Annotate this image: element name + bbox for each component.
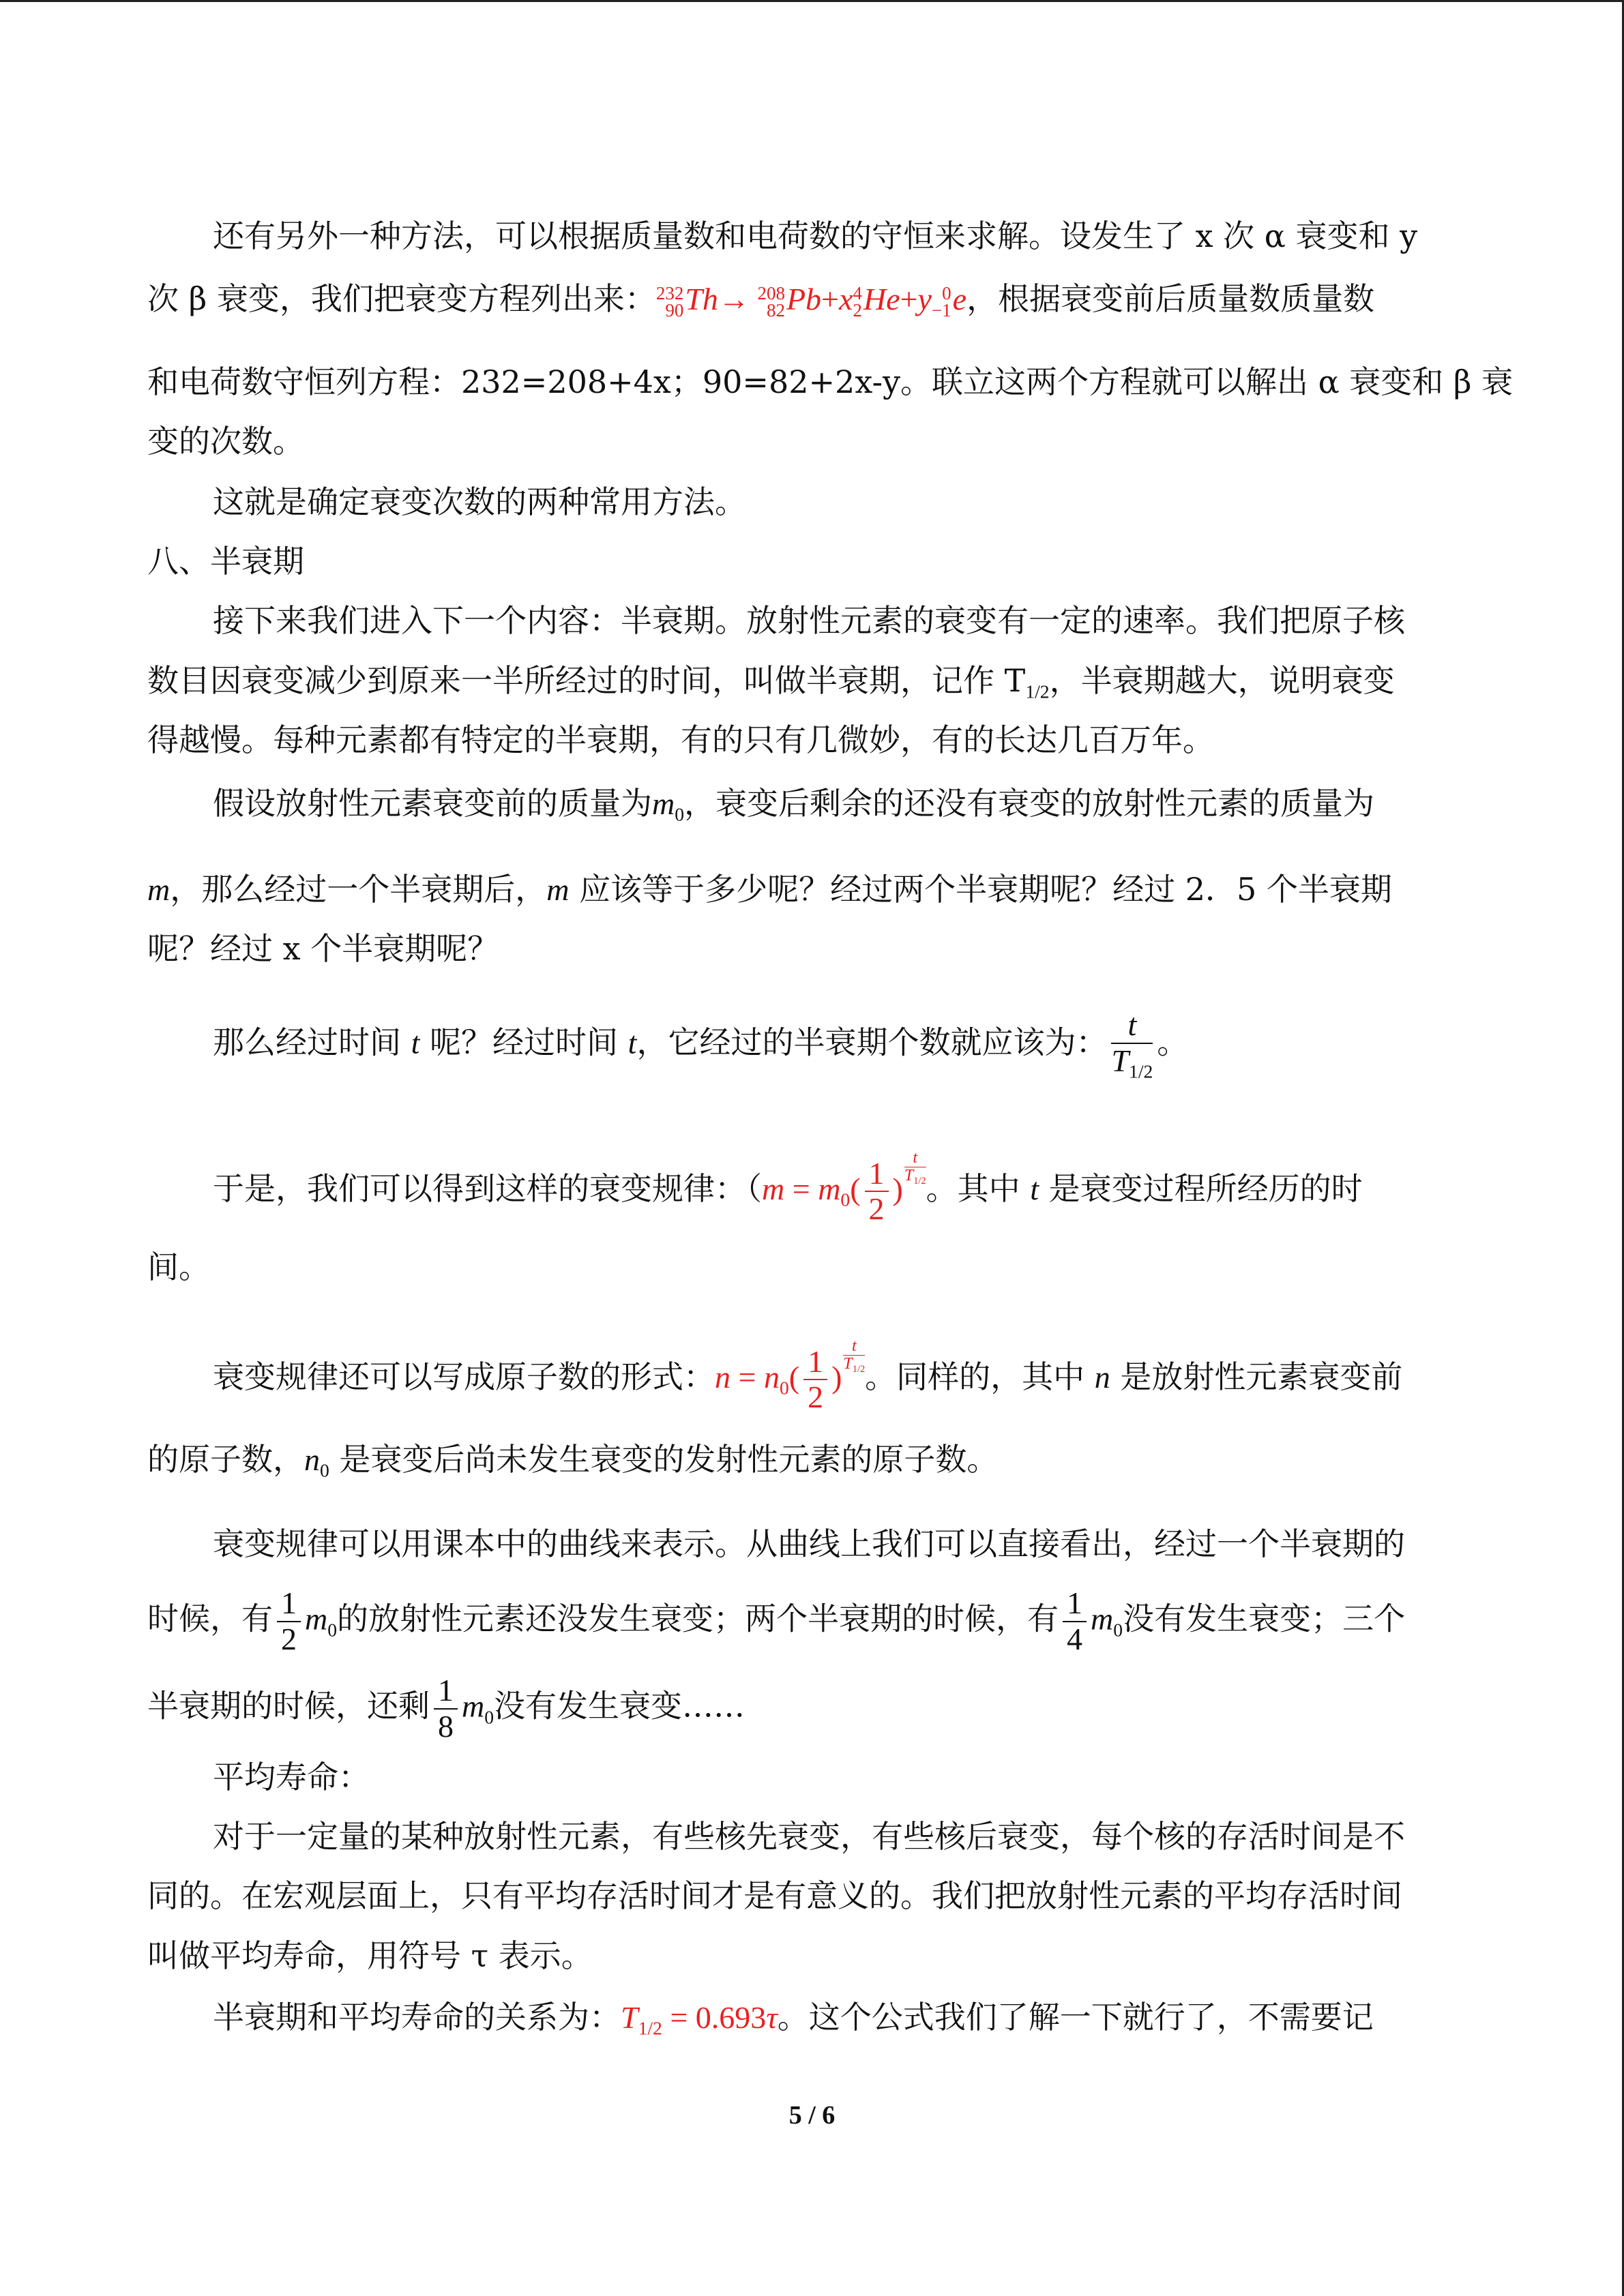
variable: T [1111, 1043, 1130, 1078]
paragraph-line [147, 1248, 1484, 1286]
subscript: 0 [327, 1619, 338, 1641]
denominator: 2 [281, 1621, 297, 1656]
paragraph-line [147, 217, 1550, 255]
paragraph-line [147, 1525, 1550, 1563]
variable: n [1094, 1360, 1110, 1395]
numerator: 1 [434, 1673, 458, 1710]
text-span: 变的次数。 [147, 423, 304, 460]
denominator: 2 [808, 1380, 824, 1415]
text-span: 呢？经过时间 [419, 1024, 628, 1061]
text-span: ，它经过的半衰期个数就应该为： [636, 1024, 1108, 1061]
section-title [147, 542, 1484, 580]
operator: = [730, 1360, 764, 1395]
charge-number: −1 [931, 300, 951, 321]
page-border-top [0, 0, 1624, 2]
paragraph-line [147, 1150, 1550, 1227]
variable: n [763, 1360, 780, 1395]
paragraph-line [147, 363, 1514, 401]
paragraph-line [147, 1673, 1484, 1744]
text-span: ，那么经过一个半衰期后， [170, 871, 547, 908]
paragraph-line [147, 483, 1550, 521]
paragraph-line [147, 1877, 1484, 1915]
paragraph-line [147, 422, 1484, 460]
paragraph-line [147, 784, 1550, 834]
variable: τ [766, 2000, 778, 2035]
variable: T [904, 1167, 914, 1185]
paragraph-line [147, 929, 1484, 968]
variable: x [839, 282, 853, 316]
paren: ( [850, 1172, 861, 1207]
paragraph-line [147, 601, 1550, 640]
text-span: 得越慢。每种元素都有特定的半衰期，有的只有几微妙，有的长达几百万年。 [147, 721, 1214, 758]
variable: m [762, 1172, 785, 1207]
mass-number: 208 [757, 282, 785, 303]
variable: m [652, 786, 675, 821]
text-span: 的原子数， [147, 1441, 304, 1478]
exponent-fraction [904, 1150, 926, 1187]
text-span: 的放射性元素还没发生衰变；两个半衰期的时候，有 [337, 1600, 1059, 1637]
mass-number: 232 [655, 282, 684, 303]
section-title-text: 八、半衰期 [147, 543, 304, 580]
subscript: 0 [779, 1377, 789, 1399]
numerator: 1 [803, 1345, 827, 1381]
operator: + [821, 282, 839, 316]
subscript: 0 [484, 1706, 494, 1728]
operator: = [784, 1172, 818, 1207]
variable: t [628, 1025, 637, 1060]
atom-count-formula [715, 1337, 866, 1415]
paren: ( [788, 1360, 800, 1395]
element-symbol: Pb [786, 282, 822, 316]
variable: m [1091, 1601, 1114, 1637]
text-span: 。其中 [926, 1170, 1031, 1208]
paragraph-line [147, 1758, 1550, 1796]
text-span: 是衰变过程所经历的时 [1039, 1170, 1363, 1208]
text-span: 和电荷数守恒列方程：232=208+4x；90=82+2x-y。联立这两个方程就可以解出 α 衰变和 β 衰 [147, 363, 1514, 400]
text-span: 叫做平均寿命，用符号 τ 表示。 [147, 1937, 593, 1974]
paragraph-line [147, 1338, 1550, 1415]
paragraph-line [147, 1817, 1550, 1855]
text-span: 假设放射性元素衰变前的质量为 [213, 785, 652, 822]
text-span: 半衰期和平均寿命的关系为： [213, 1999, 621, 2036]
arrow: → [718, 282, 750, 316]
charge-number: 2 [853, 300, 862, 321]
subscript: 0 [320, 1459, 329, 1481]
text-span: 是衰变后尚未发生衰变的发射性元素的原子数。 [329, 1441, 999, 1478]
text-span: 还有另外一种方法，可以根据质量数和电荷数的守恒来求解。设发生了 x 次 α 衰变和 y [213, 218, 1418, 254]
half-life-relation-formula [621, 1999, 778, 2039]
isotope-numbers [757, 282, 785, 321]
subscript: 1/2 [638, 2017, 662, 2039]
text-span: 是放射性元素衰变前 [1110, 1358, 1403, 1396]
page-number: 5 / 6 [788, 2101, 836, 2130]
text-span: 。同样的，其中 [865, 1358, 1095, 1396]
variable: T [843, 1355, 853, 1373]
text-span: 那么经过时间 [213, 1024, 411, 1061]
fraction [277, 1586, 301, 1656]
denominator: 4 [1067, 1621, 1083, 1656]
paren: ) [892, 1172, 903, 1207]
variable: m [462, 1688, 485, 1724]
variable: n [304, 1442, 320, 1477]
exponent-numerator: t [904, 1150, 926, 1167]
subscript: 1/2 [852, 1364, 866, 1375]
text-span: 次 β 衰变，我们把衰变方程列出来： [147, 280, 656, 317]
text-span: 应该等于多少呢？经过两个半衰期呢？经过 2．5 个半衰期 [569, 871, 1392, 908]
subscript: 1/2 [1129, 1060, 1153, 1082]
isotope-numbers [655, 282, 684, 321]
element-symbol: He [863, 282, 900, 316]
paragraph-line [147, 280, 1484, 320]
text-span: 没有发生衰变；三个 [1123, 1600, 1406, 1637]
text-span: 没有发生衰变…… [494, 1687, 745, 1725]
text-span: 。这个公式我们了解一下就行了，不需要记 [777, 1999, 1374, 2036]
text-span: 衰变规律可以用课本中的曲线来表示。从曲线上我们可以直接看出，经过一个半衰期的 [213, 1525, 1405, 1562]
text-span: 接下来我们进入下一个内容：半衰期。放射性元素的衰变有一定的速率。我们把原子核 [213, 602, 1405, 639]
text-span: 同的。在宏观层面上，只有平均存活时间才是有意义的。我们把放射性元素的平均存活时间 [147, 1877, 1402, 1914]
text-span: ，衰变后剩余的还没有衰变的放射性元素的质量为 [684, 785, 1375, 822]
paragraph-line [147, 1008, 1550, 1082]
operator: + [900, 282, 918, 316]
fraction [1111, 1008, 1153, 1082]
variable: n [715, 1360, 730, 1395]
fraction [803, 1345, 827, 1415]
subscript: 1/2 [1025, 681, 1050, 702]
fraction [865, 1157, 889, 1227]
text-span: 数目因衰变减少到原来一半所经过的时间，叫做半衰期，记作 T [147, 662, 1026, 699]
text-span: 对于一定量的某种放射性元素，有些核先衰变，有些核后衰变，每个核的存活时间是不 [213, 1818, 1405, 1855]
subscript: 1/2 [913, 1176, 926, 1187]
denominator: 2 [868, 1191, 885, 1227]
variable: t [411, 1025, 420, 1060]
paragraph-line [147, 870, 1484, 909]
fraction [434, 1673, 458, 1744]
variable: m [305, 1601, 328, 1637]
paren: ) [831, 1360, 842, 1395]
paragraph-line [147, 1998, 1550, 2048]
paragraph-line [147, 1586, 1484, 1656]
text-span: 半衰期的时候，还剩 [147, 1687, 430, 1725]
element-symbol: Th [685, 282, 718, 316]
charge-number: 82 [766, 300, 785, 321]
text-span: 间。 [147, 1249, 210, 1285]
text-span: 于是，我们可以得到这样的衰变规律：（ [213, 1170, 762, 1208]
paragraph-line [147, 1440, 1484, 1490]
variable: y [917, 282, 932, 316]
mass-number: 4 [853, 282, 862, 303]
fraction [1063, 1586, 1087, 1656]
text-span: 时候，有 [147, 1600, 273, 1637]
coefficient: = 0.693 [662, 2000, 767, 2035]
isotope-numbers [853, 282, 862, 321]
subscript: 0 [675, 803, 685, 825]
text-span: 平均寿命： [213, 1759, 370, 1795]
text-span: ，半衰期越大，说明衰变 [1049, 662, 1395, 699]
exponent-fraction [843, 1338, 865, 1375]
text-span: ，根据衰变前后质量数质量数 [966, 280, 1375, 317]
exponent-numerator: t [843, 1338, 865, 1356]
exponent-denominator [843, 1356, 865, 1375]
denominator: 8 [438, 1708, 454, 1744]
text-span: 。 [1157, 1024, 1189, 1061]
denominator [1111, 1044, 1153, 1082]
numerator: 1 [277, 1586, 301, 1622]
numerator: 1 [1063, 1586, 1087, 1622]
paragraph-line [147, 721, 1484, 759]
text-span: 这就是确定衰变次数的两种常用方法。 [213, 483, 746, 520]
variable: T [621, 2000, 638, 2035]
mass-number: 0 [942, 282, 951, 303]
text-span: 呢？经过 x 个半衰期呢？ [147, 930, 499, 967]
exponent-denominator [904, 1167, 926, 1187]
subscript: 0 [1113, 1619, 1123, 1641]
numerator: t [1111, 1008, 1153, 1044]
subscript: 0 [840, 1189, 851, 1210]
isotope-numbers [931, 282, 951, 321]
charge-number: 90 [665, 300, 684, 321]
variable: t [1030, 1172, 1039, 1207]
paragraph-line [147, 661, 1484, 711]
text-span: 衰变规律还可以写成原子数的形式： [213, 1358, 715, 1396]
variable: m [147, 872, 171, 907]
element-symbol: e [952, 282, 967, 316]
paragraph-line [147, 1937, 1484, 1975]
numerator: 1 [865, 1157, 889, 1193]
decay-law-formula [762, 1149, 926, 1227]
variable: m [818, 1172, 841, 1207]
decay-equation [655, 282, 967, 321]
variable: m [546, 872, 570, 907]
